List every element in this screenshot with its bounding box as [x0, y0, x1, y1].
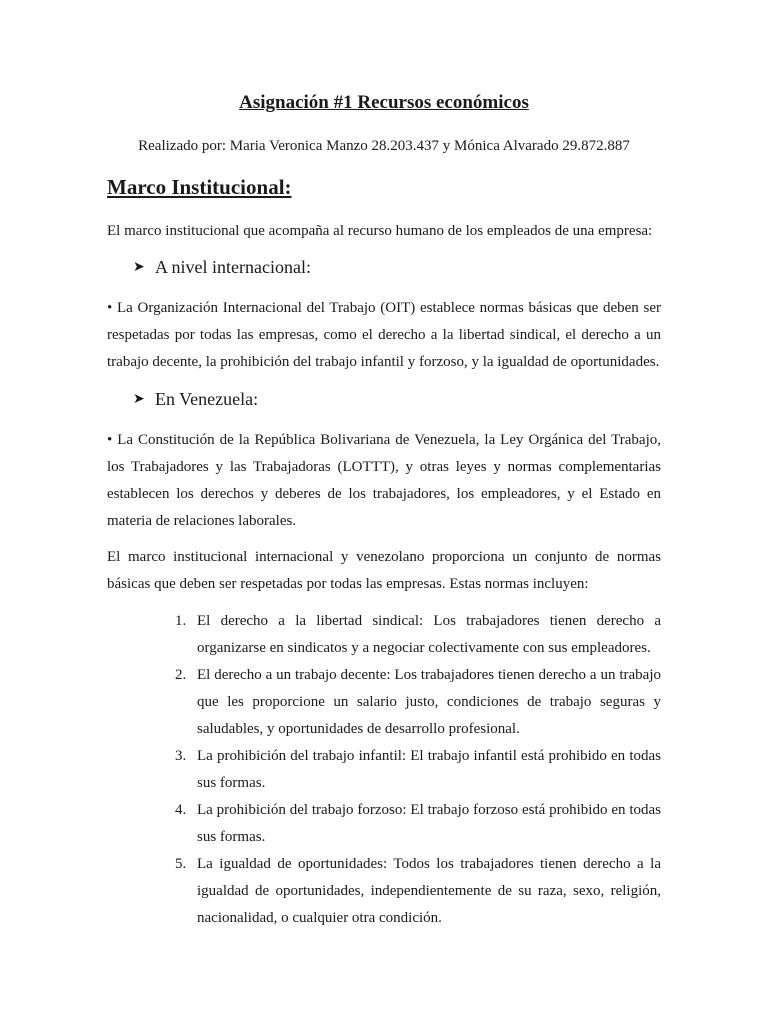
list-text: El derecho a un trabajo decente: Los trabajadores tienen derecho a un trabajo que les proporcione un salario justo, condiciones de trabajo seguras y saludables, y oportunidades de desarrollo profesional. [197, 667, 661, 737]
subheading-label: A nivel internacional: [155, 257, 311, 277]
arrow-bullet-icon: ➤ [133, 392, 145, 407]
subheading-internacional [133, 257, 311, 278]
list-text: El derecho a la libertad sindical: Los trabajadores tienen derecho a organizarse en sindicatos y a negociar colectivamente con sus empleadores. [197, 613, 661, 656]
authors-line: Realizado por: Maria Veronica Manzo 28.203.437 y Mónica Alvarado 29.872.887 [138, 138, 630, 154]
list-item [175, 608, 661, 662]
subheading-venezuela [133, 389, 258, 410]
list-item [175, 851, 661, 932]
list-item [175, 662, 661, 743]
list-text: La prohibición del trabajo forzoso: El trabajo forzoso está prohibido en todas sus formas. [197, 802, 661, 845]
intro-paragraph: El marco institucional que acompaña al recurso humano de los empleados de una empresa: [107, 223, 653, 239]
list-item [175, 797, 661, 851]
bullet-paragraph-oit: • La Organización Internacional del Trabajo (OIT) establece normas básicas que deben ser respetadas por todas las empresas, como el derecho a la libertad sindical, el derecho a un trabajo decente, la prohibición del trabajo infantil y forzoso, y la igualdad de oportunidades. [107, 300, 661, 370]
list-number: 5. [175, 856, 187, 872]
list-number: 4. [175, 802, 187, 818]
subheading-label: En Venezuela: [155, 389, 259, 409]
section-heading: Marco Institucional: [107, 175, 292, 199]
list-text: La igualdad de oportunidades: Todos los trabajadores tienen derecho a la igualdad de oportunidades, independientemente de su raza, sexo, religión, nacionalidad, o cualquier otra condición. [197, 856, 661, 926]
list-number: 3. [175, 748, 187, 764]
arrow-bullet-icon: ➤ [133, 260, 145, 275]
norms-list [175, 608, 661, 932]
page-title: Asignación #1 Recursos económicos [239, 92, 529, 113]
bullet-paragraph-venezuela: • La Constitución de la República Bolivariana de Venezuela, la Ley Orgánica del Trabajo, los Trabajadores y las Trabajadoras (LOTTT), y otras leyes y normas complementarias establecen los derechos y deberes de los trabajadores, los empleadores, y el Estado en materia de relaciones laborales. [107, 432, 661, 529]
conclusion-paragraph: El marco institucional internacional y venezolano proporciona un conjunto de normas básicas que deben ser respetadas por todas las empresas. Estas normas incluyen: [107, 549, 661, 592]
list-number: 1. [175, 613, 187, 629]
list-number: 2. [175, 667, 187, 683]
list-text: La prohibición del trabajo infantil: El trabajo infantil está prohibido en todas sus formas. [197, 748, 661, 791]
list-item [175, 743, 661, 797]
